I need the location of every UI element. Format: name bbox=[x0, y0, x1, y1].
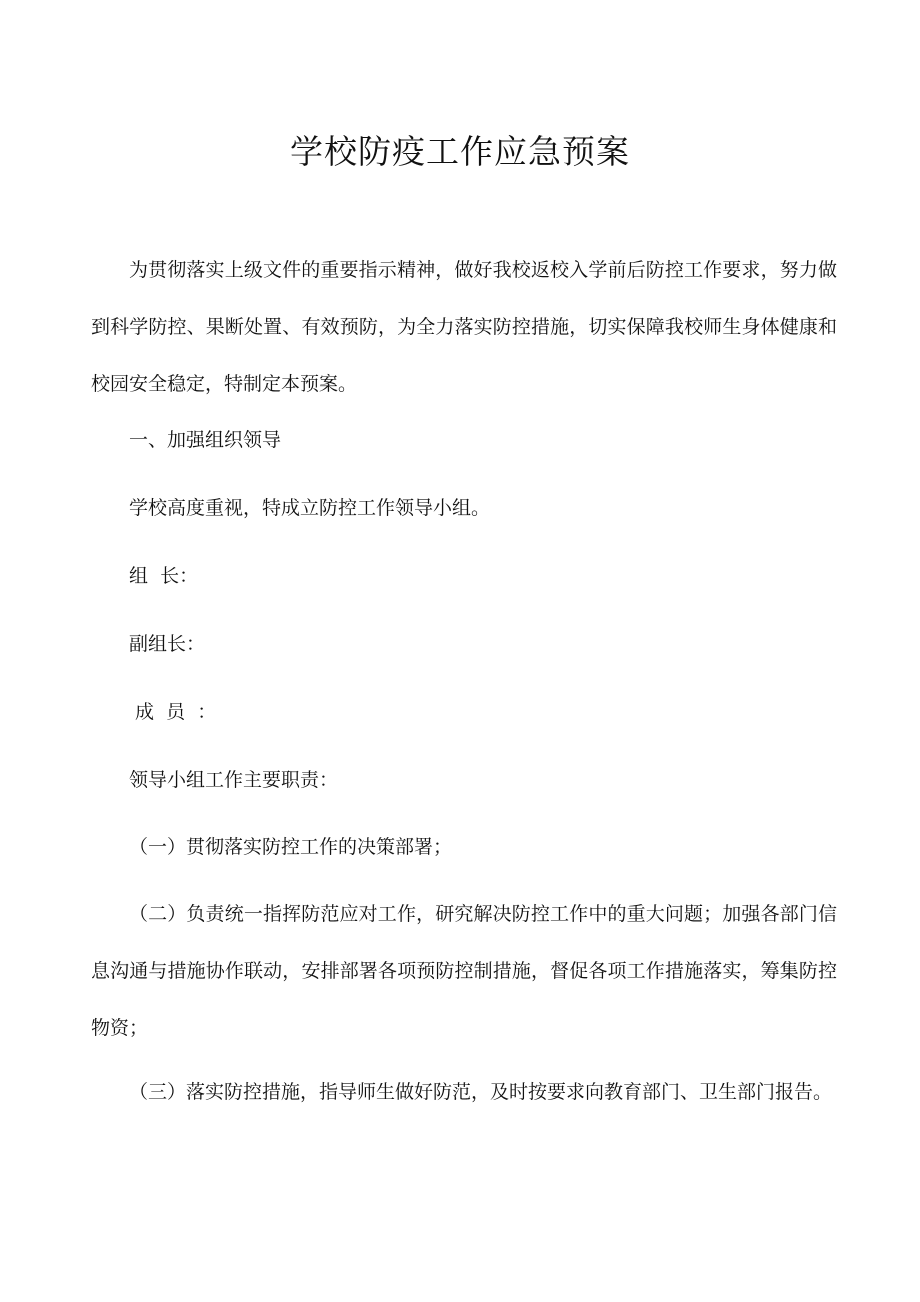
deputy-leader-line: 副组长： bbox=[129, 633, 206, 655]
duty-item-2: （二）负责统一指挥防范应对工作，研究解决防控工作中的重大问题；加强各部门信息沟通与措施协作联动，安排部署各项预防控制措施，督促各项工作措施落实，筹集防控物资； bbox=[91, 903, 837, 1039]
duty-item-1: （一）贯彻落实防控工作的决策部署； bbox=[129, 836, 453, 858]
leadership-group-paragraph: 学校高度重视，特成立防控工作领导小组。 bbox=[129, 497, 491, 519]
duty-item-3: （三）落实防控措施，指导师生做好防范，及时按要求向教育部门、卫生部门报告。 bbox=[129, 1081, 833, 1103]
group-leader-line: 组 长： bbox=[129, 565, 199, 587]
section-heading-organization: 一、加强组织领导 bbox=[129, 429, 282, 451]
members-line: 成 员 ： bbox=[129, 701, 217, 723]
duties-heading: 领导小组工作主要职责： bbox=[129, 769, 339, 791]
intro-paragraph: 为贯彻落实上级文件的重要指示精神，做好我校返校入学前后防控工作要求，努力做到科学防控、果断处置、有效预防，为全力落实防控措施，切实保障我校师生身体健康和校园安全稳定，特制定本预案。 bbox=[91, 259, 837, 395]
document-title: 学校防疫工作应急预案 bbox=[290, 132, 630, 171]
